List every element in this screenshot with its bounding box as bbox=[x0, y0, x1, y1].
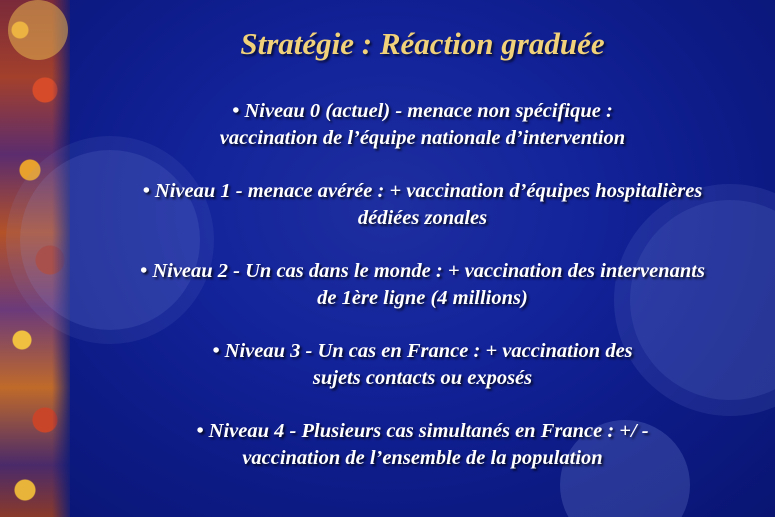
bullet-item-level-3 bbox=[70, 338, 775, 392]
bullet-line: vaccination de l’équipe nationale d’intervention bbox=[219, 127, 626, 149]
bullet-item-level-4 bbox=[70, 418, 775, 472]
bullet-line: vaccination de l’ensemble de la population bbox=[242, 447, 603, 469]
bullet-line: sujets contacts ou exposés bbox=[312, 367, 533, 389]
bullet-line: dédiées zonales bbox=[357, 207, 488, 229]
bullet-list bbox=[70, 98, 775, 498]
bullet-item-level-0 bbox=[70, 98, 775, 152]
bullet-line: • Niveau 3 - Un cas en France : + vaccination des bbox=[212, 340, 633, 362]
bullet-item-level-1 bbox=[70, 178, 775, 232]
bullet-item-level-2 bbox=[70, 258, 775, 312]
bullet-line: • Niveau 1 - menace avérée : + vaccination d’équipes hospitalières bbox=[142, 180, 703, 202]
gear-decoration-top-left bbox=[8, 0, 68, 60]
bullet-line: • Niveau 4 - Plusieurs cas simultanés en France : +/ - bbox=[196, 420, 649, 442]
bullet-line: • Niveau 0 (actuel) - menace non spécifique : bbox=[232, 100, 613, 122]
slide-title: Stratégie : Réaction graduée bbox=[240, 26, 605, 61]
bullet-line: de 1ère ligne (4 millions) bbox=[317, 287, 528, 309]
bullet-line: • Niveau 2 - Un cas dans le monde : + vaccination des intervenants bbox=[140, 260, 705, 282]
